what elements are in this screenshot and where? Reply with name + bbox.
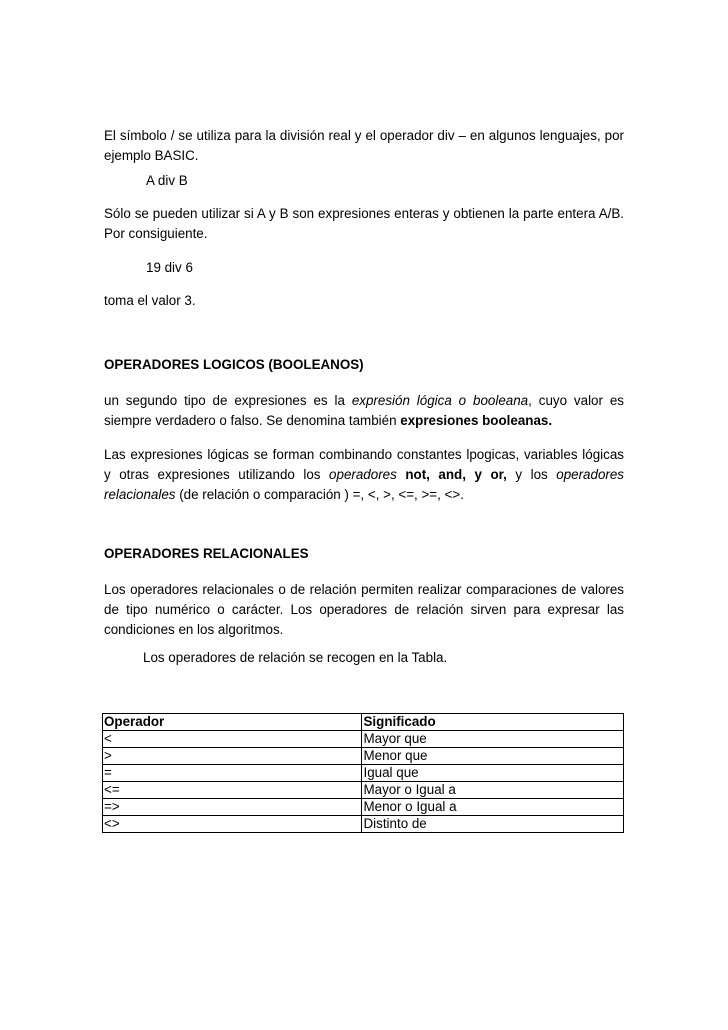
table-cell-meaning: Menor que xyxy=(362,748,624,765)
table-cell-meaning: Mayor o Igual a xyxy=(362,782,624,799)
logicos-p2-text-f: (de relación o comparación ) =, <, >, <=, >=, <>. xyxy=(175,487,464,502)
table-header-operador: Operador xyxy=(103,714,362,731)
operators-table xyxy=(102,713,624,833)
table-row xyxy=(103,799,624,816)
table-cell-meaning: Distinto de xyxy=(362,816,624,833)
intro-paragraph-division: El símbolo / se utiliza para la división real y el operador div – en algunos lenguajes, por ejemplo BASIC. xyxy=(104,128,624,163)
table-row xyxy=(103,731,624,748)
table-cell-operator: = xyxy=(103,765,362,782)
example-a-div-b: A div B xyxy=(146,173,188,188)
table-cell-meaning: Mayor que xyxy=(362,731,624,748)
logicos-p2-italic-relacionales: operadores relacionales xyxy=(104,467,624,502)
table-cell-operator: < xyxy=(103,731,362,748)
table-header-row xyxy=(103,714,624,731)
table-cell-meaning: Menor o Igual a xyxy=(362,799,624,816)
logicos-p1-text-c: , cuyo valor es siempre verdadero o falso. Se denomina también xyxy=(104,393,624,428)
logicos-p2-text-d: y los xyxy=(506,467,557,482)
intro-paragraph-enteras: Sólo se pueden utilizar si A y B son expresiones enteras y obtienen la parte entera A/B. Por consiguiente. xyxy=(104,206,624,241)
table-cell-operator: > xyxy=(103,748,362,765)
logicos-p1-text-a: un segundo tipo de expresiones es la xyxy=(104,393,352,408)
logicos-p1-italic-term: expresión lógica o booleana xyxy=(351,393,529,408)
table-row xyxy=(103,748,624,765)
table-cell-operator: <= xyxy=(103,782,362,799)
table-cell-operator: => xyxy=(103,799,362,816)
relacionales-paragraph-2: Los operadores de relación se recogen en la Tabla. xyxy=(143,650,448,665)
logicos-p2-text-a: Las expresiones lógicas se forman combinando constantes lpogicas, variables lógicas y otras expresiones utilizando los xyxy=(104,447,624,482)
logicos-paragraph-2 xyxy=(104,445,624,505)
table-cell-operator: <> xyxy=(103,816,362,833)
table-cell-meaning: Igual que xyxy=(362,765,624,782)
logicos-p2-bold-operators: not, and, y or, xyxy=(396,467,507,482)
logicos-p1-bold-term: expresiones booleanas. xyxy=(400,413,553,428)
table-header-significado: Significado xyxy=(362,714,624,731)
intro-paragraph-result: toma el valor 3. xyxy=(104,293,196,308)
logicos-p2-italic-operadores: operadores xyxy=(329,467,397,482)
heading-operadores-relacionales: OPERADORES RELACIONALES xyxy=(104,546,309,561)
heading-operadores-logicos: OPERADORES LOGICOS (BOOLEANOS) xyxy=(104,357,364,372)
logicos-paragraph-1 xyxy=(104,391,624,431)
table-row xyxy=(103,816,624,833)
table-row xyxy=(103,782,624,799)
table-row xyxy=(103,765,624,782)
example-19-div-6: 19 div 6 xyxy=(146,260,193,275)
relacionales-paragraph-1: Los operadores relacionales o de relación permiten realizar comparaciones de valores de tipo numérico o carácter. Los operadores de relación sirven para expresar las condiciones en los algoritmos. xyxy=(104,582,624,637)
